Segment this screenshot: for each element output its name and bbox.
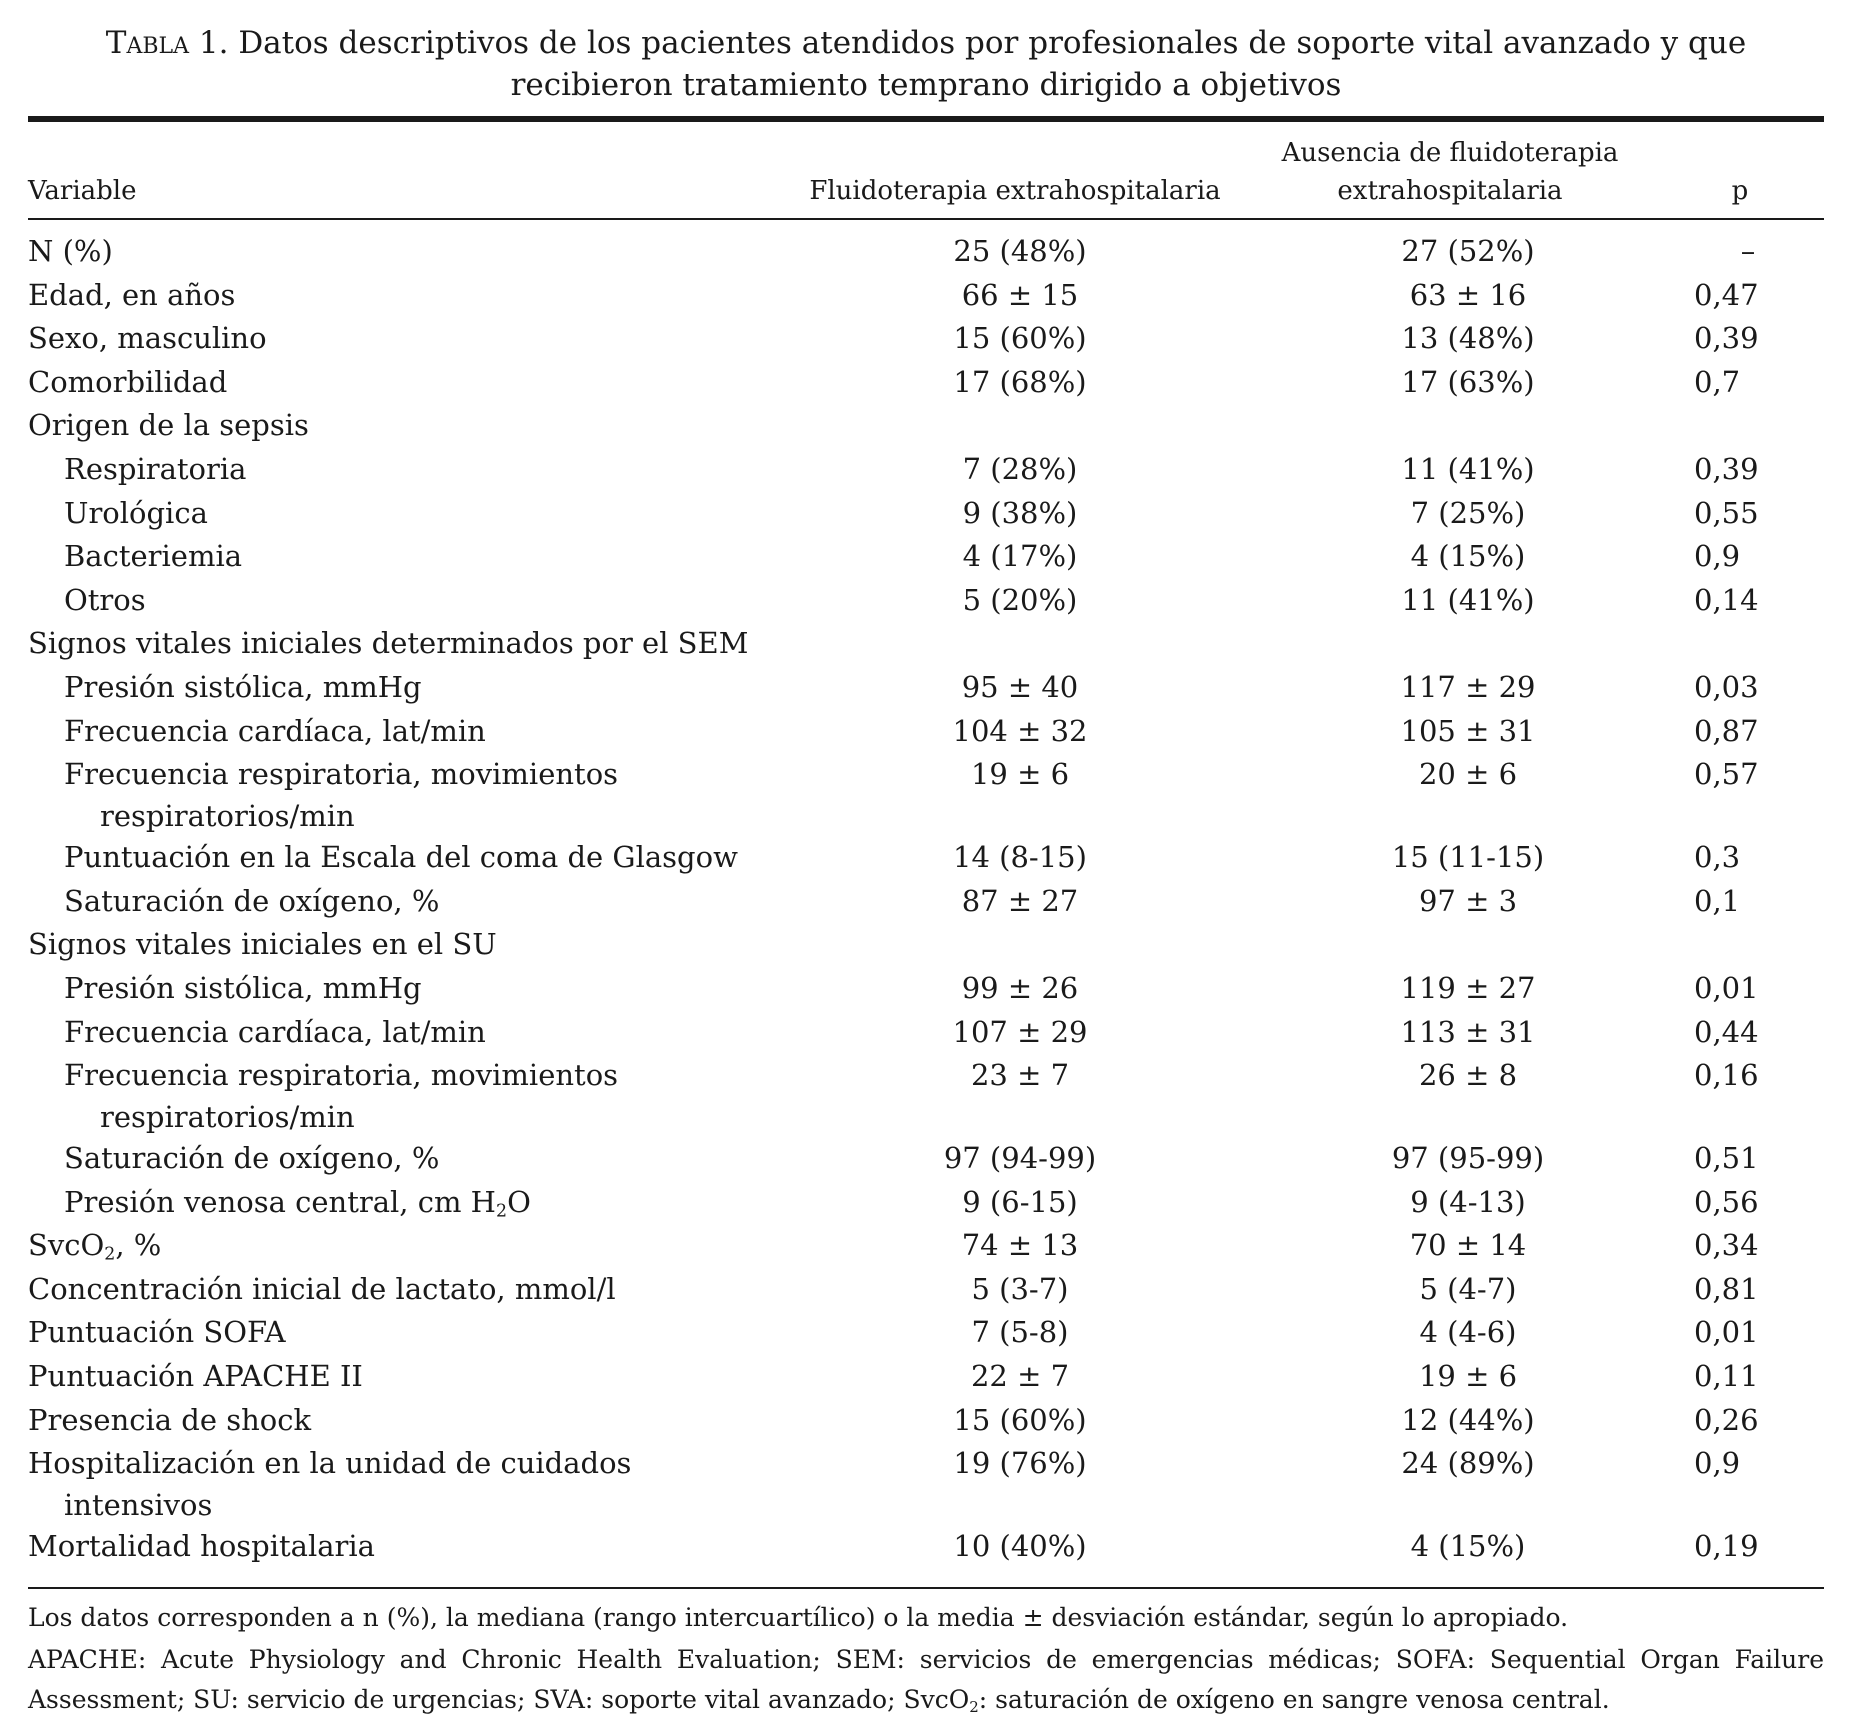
cell-ausencia: 5 (4-7) <box>1419 1271 1517 1306</box>
row-label <box>64 535 944 579</box>
cell-p-value: 0,81 <box>1694 1271 1759 1306</box>
row-label-tail: O <box>507 1184 531 1219</box>
table-row <box>28 836 1824 880</box>
table-label: Tabla 1. <box>105 25 229 61</box>
row-label-text: Frecuencia respiratoria, movimientos <box>64 1058 619 1093</box>
cell-p-value: 0,01 <box>1694 1315 1759 1350</box>
row-label <box>28 404 908 448</box>
row-label <box>64 1137 944 1181</box>
table-row <box>28 622 1824 666</box>
cell-p-value: 0,01 <box>1694 970 1759 1005</box>
table-row <box>28 1054 1824 1137</box>
row-label-text: N (%) <box>28 234 113 268</box>
table-row <box>28 1137 1824 1181</box>
row-label <box>28 1224 908 1268</box>
cell-fluidoterapia: 17 (68%) <box>953 364 1087 399</box>
table-row <box>28 1181 1824 1225</box>
table-row <box>28 967 1824 1011</box>
row-label <box>28 1525 908 1569</box>
table-row <box>28 492 1824 536</box>
cell-p-value: 0,26 <box>1694 1402 1759 1437</box>
cell-fluidoterapia: 95 ± 40 <box>961 669 1079 704</box>
cell-p-value: 0,14 <box>1694 582 1759 617</box>
cell-ausencia: 24 (89%) <box>1401 1446 1535 1481</box>
row-label <box>64 880 944 924</box>
cell-ausencia: 4 (15%) <box>1410 1529 1526 1564</box>
cell-p-value: 0,57 <box>1694 757 1759 792</box>
row-label <box>64 666 944 710</box>
table-row <box>28 317 1824 361</box>
table-row <box>28 753 1824 836</box>
cell-ausencia: 7 (25%) <box>1410 495 1526 530</box>
table-row <box>28 923 1824 967</box>
cell-p-value: 0,44 <box>1694 1014 1759 1049</box>
cell-p-value: 0,1 <box>1694 883 1741 918</box>
cell-fluidoterapia: 4 (17%) <box>962 539 1078 574</box>
header-rule <box>28 218 1824 220</box>
table-row <box>28 1525 1824 1569</box>
cell-p-value: 0,56 <box>1694 1184 1759 1219</box>
cell-ausencia: 70 ± 14 <box>1409 1228 1527 1263</box>
row-label-continuation: intensivos <box>64 1487 213 1522</box>
cell-fluidoterapia: 5 (20%) <box>962 582 1078 617</box>
row-label <box>28 1311 908 1355</box>
row-label-text: Puntuación en la Escala del coma de Glasgow <box>64 840 738 875</box>
row-label <box>28 1268 908 1312</box>
cell-fluidoterapia: 9 (38%) <box>962 495 1078 530</box>
cell-ausencia: 26 ± 8 <box>1418 1058 1518 1093</box>
row-label-text: Frecuencia cardíaca, lat/min <box>64 713 486 748</box>
cell-ausencia: 19 ± 6 <box>1418 1359 1518 1394</box>
footnote-abbrev-text: APACHE: Acute Physiology and Chronic Health Evaluation; SEM: servicios de emergencias médicas; SOFA: Sequential Organ Failure Assessment; SU: servicio de urgencias; SVA: soporte vital avanzado; SvcO <box>28 1645 1824 1714</box>
table-row <box>28 1011 1824 1055</box>
cell-fluidoterapia: 104 ± 32 <box>952 713 1088 748</box>
cell-ausencia: 113 ± 31 <box>1400 1014 1536 1049</box>
row-label-subscript: 2 <box>495 1201 508 1222</box>
row-label-text: Saturación de oxígeno, % <box>64 883 440 918</box>
cell-fluidoterapia: 99 ± 26 <box>961 970 1079 1005</box>
table-row <box>28 1268 1824 1312</box>
footnote-subscript: 2 <box>969 1697 979 1716</box>
row-label <box>64 1054 944 1137</box>
row-label <box>64 1181 944 1225</box>
table-row <box>28 710 1824 754</box>
row-label <box>28 622 908 666</box>
row-label-text: Frecuencia respiratoria, movimientos <box>64 757 619 792</box>
cell-ausencia: 27 (52%) <box>1401 234 1535 268</box>
table-row <box>28 230 1824 274</box>
table-row <box>28 666 1824 710</box>
row-label-text: Otros <box>64 582 146 617</box>
cell-ausencia: 20 ± 6 <box>1418 757 1518 792</box>
cell-fluidoterapia: 5 (3-7) <box>971 1271 1069 1306</box>
cell-p-value: 0,9 <box>1694 539 1741 574</box>
cell-ausencia: 11 (41%) <box>1401 582 1535 617</box>
table-row <box>28 1224 1824 1268</box>
cell-fluidoterapia: 22 ± 7 <box>970 1359 1070 1394</box>
header-ausencia <box>1240 134 1660 210</box>
cell-p-value: 0,51 <box>1694 1141 1759 1176</box>
row-label <box>64 579 944 623</box>
row-label <box>64 1011 944 1055</box>
cell-fluidoterapia: 7 (28%) <box>962 451 1078 486</box>
table-row <box>28 880 1824 924</box>
table-row <box>28 1311 1824 1355</box>
row-label-text: Saturación de oxígeno, % <box>64 1141 440 1176</box>
table-title <box>28 22 1824 106</box>
row-label-continuation: respiratorios/min <box>100 798 355 833</box>
cell-p-value: 0,3 <box>1694 840 1741 875</box>
cell-ausencia: 97 (95-99) <box>1391 1141 1545 1176</box>
cell-ausencia: 105 ± 31 <box>1400 713 1536 748</box>
cell-p-value: 0,39 <box>1694 321 1759 356</box>
cell-fluidoterapia: 19 ± 6 <box>970 757 1070 792</box>
row-label-text: Presión sistólica, mmHg <box>64 669 422 704</box>
row-label-text: Signos vitales iniciales determinados por el SEM <box>28 626 749 661</box>
cell-ausencia: 13 (48%) <box>1401 321 1535 356</box>
top-rule <box>28 116 1824 122</box>
table-row <box>28 1355 1824 1399</box>
row-label-text: Signos vitales iniciales en el SU <box>28 927 497 962</box>
cell-fluidoterapia: 15 (60%) <box>953 321 1087 356</box>
header-variable: Variable <box>28 176 137 206</box>
row-label <box>64 448 944 492</box>
cell-fluidoterapia: 19 (76%) <box>953 1446 1087 1481</box>
row-label-continuation: respiratorios/min <box>100 1099 355 1134</box>
cell-p-value: 0,19 <box>1694 1529 1759 1564</box>
table-row <box>28 404 1824 448</box>
cell-p-value: 0,11 <box>1694 1359 1759 1394</box>
row-label <box>28 361 908 405</box>
row-label-text: Bacteriemia <box>64 539 243 574</box>
cell-fluidoterapia: 97 (94-99) <box>943 1141 1097 1176</box>
row-label-text: Puntuación APACHE II <box>28 1359 363 1394</box>
row-label <box>28 1355 908 1399</box>
cell-ausencia: 12 (44%) <box>1401 1402 1535 1437</box>
cell-p-value: 0,39 <box>1694 451 1759 486</box>
row-label-text: Edad, en años <box>28 277 236 312</box>
cell-ausencia: 63 ± 16 <box>1409 277 1527 312</box>
cell-fluidoterapia: 87 ± 27 <box>961 883 1079 918</box>
row-label <box>64 710 944 754</box>
row-label-tail: , % <box>115 1228 162 1263</box>
cell-fluidoterapia: 14 (8-15) <box>953 840 1087 875</box>
row-label <box>28 317 908 361</box>
cell-p-value: 0,34 <box>1694 1228 1759 1263</box>
cell-ausencia: 4 (4-6) <box>1419 1315 1517 1350</box>
cell-ausencia: 9 (4-13) <box>1410 1184 1526 1219</box>
row-label-text: Sexo, masculino <box>28 321 267 356</box>
row-label-text: Urológica <box>64 495 208 530</box>
row-label <box>28 923 908 967</box>
cell-p-value: 0,16 <box>1694 1058 1759 1093</box>
row-label-text: Puntuación SOFA <box>28 1315 286 1350</box>
cell-ausencia: 117 ± 29 <box>1400 669 1536 704</box>
row-label <box>64 967 944 1011</box>
row-label <box>64 836 944 880</box>
footnote-data: Los datos corresponden a n (%), la mediana (rango intercuartílico) o la media ± desviación estándar, según lo apropiado. <box>28 1603 1569 1632</box>
table-body <box>28 230 1824 1569</box>
row-label-text: Presión sistólica, mmHg <box>64 970 422 1005</box>
cell-ausencia: 11 (41%) <box>1401 451 1535 486</box>
row-label <box>28 1399 908 1443</box>
header-fluidoterapia: Fluidoterapia extrahospitalaria <box>809 176 1221 206</box>
row-label-text: SvcO <box>28 1228 105 1263</box>
cell-p-value: 0,55 <box>1694 495 1759 530</box>
cell-ausencia: 15 (11-15) <box>1391 840 1545 875</box>
footnote-abbreviations <box>28 1640 1824 1720</box>
cell-fluidoterapia: 107 ± 29 <box>952 1014 1088 1049</box>
table-row <box>28 274 1824 318</box>
cell-fluidoterapia: 66 ± 15 <box>961 277 1079 312</box>
cell-p-value: 0,03 <box>1694 669 1759 704</box>
cell-ausencia: 97 ± 3 <box>1418 883 1518 918</box>
row-label <box>64 753 944 836</box>
cell-ausencia: 4 (15%) <box>1410 539 1526 574</box>
table-row <box>28 1399 1824 1443</box>
table-row <box>28 361 1824 405</box>
footnote-abbrev-tail: : saturación de oxígeno en sangre venosa central. <box>978 1685 1610 1714</box>
row-label-text: Mortalidad hospitalaria <box>28 1529 375 1564</box>
header-ausencia-line1: Ausencia de fluidoterapia <box>1281 138 1619 168</box>
cell-fluidoterapia: 74 ± 13 <box>961 1228 1079 1263</box>
bottom-rule <box>28 1587 1824 1589</box>
cell-p-value: 0,9 <box>1694 1446 1741 1481</box>
cell-ausencia: 119 ± 27 <box>1400 970 1536 1005</box>
row-label-subscript: 2 <box>104 1244 116 1265</box>
row-label-text: Comorbilidad <box>28 364 228 399</box>
cell-fluidoterapia: 9 (6-15) <box>962 1184 1078 1219</box>
row-label-text: Respiratoria <box>64 451 247 486</box>
row-label <box>64 492 944 536</box>
cell-fluidoterapia: 25 (48%) <box>953 234 1087 268</box>
header-p: p <box>1731 176 1749 206</box>
row-label <box>28 274 908 318</box>
header-ausencia-line2: extrahospitalaria <box>1337 176 1563 206</box>
row-label-text: Concentración inicial de lactato, mmol/l <box>28 1271 616 1306</box>
table-row <box>28 535 1824 579</box>
row-label-text: Hospitalización en la unidad de cuidados <box>28 1446 632 1481</box>
row-label <box>28 1442 908 1525</box>
row-label-text: Frecuencia cardíaca, lat/min <box>64 1014 486 1049</box>
cell-p-value: 0,7 <box>1694 364 1741 399</box>
cell-p-value: 0,87 <box>1694 713 1759 748</box>
cell-ausencia: 17 (63%) <box>1401 364 1535 399</box>
cell-fluidoterapia: 23 ± 7 <box>970 1058 1070 1093</box>
cell-p-value: – <box>1740 234 1756 268</box>
table-title-text: Datos descriptivos de los pacientes atendidos por profesionales de soporte vital avanzado y que recibieron tratamiento temprano dirigido a objetivos <box>238 25 1747 103</box>
row-label-text: Presión venosa central, cm H <box>64 1184 496 1219</box>
row-label-text: Presencia de shock <box>28 1402 312 1437</box>
table-row <box>28 448 1824 492</box>
table-row <box>28 579 1824 623</box>
row-label-text: Origen de la sepsis <box>28 408 309 443</box>
cell-fluidoterapia: 15 (60%) <box>953 1402 1087 1437</box>
table-row <box>28 1442 1824 1525</box>
cell-p-value: 0,47 <box>1694 277 1759 312</box>
cell-fluidoterapia: 10 (40%) <box>953 1529 1087 1564</box>
cell-fluidoterapia: 7 (5-8) <box>971 1315 1069 1350</box>
row-label <box>28 230 908 274</box>
